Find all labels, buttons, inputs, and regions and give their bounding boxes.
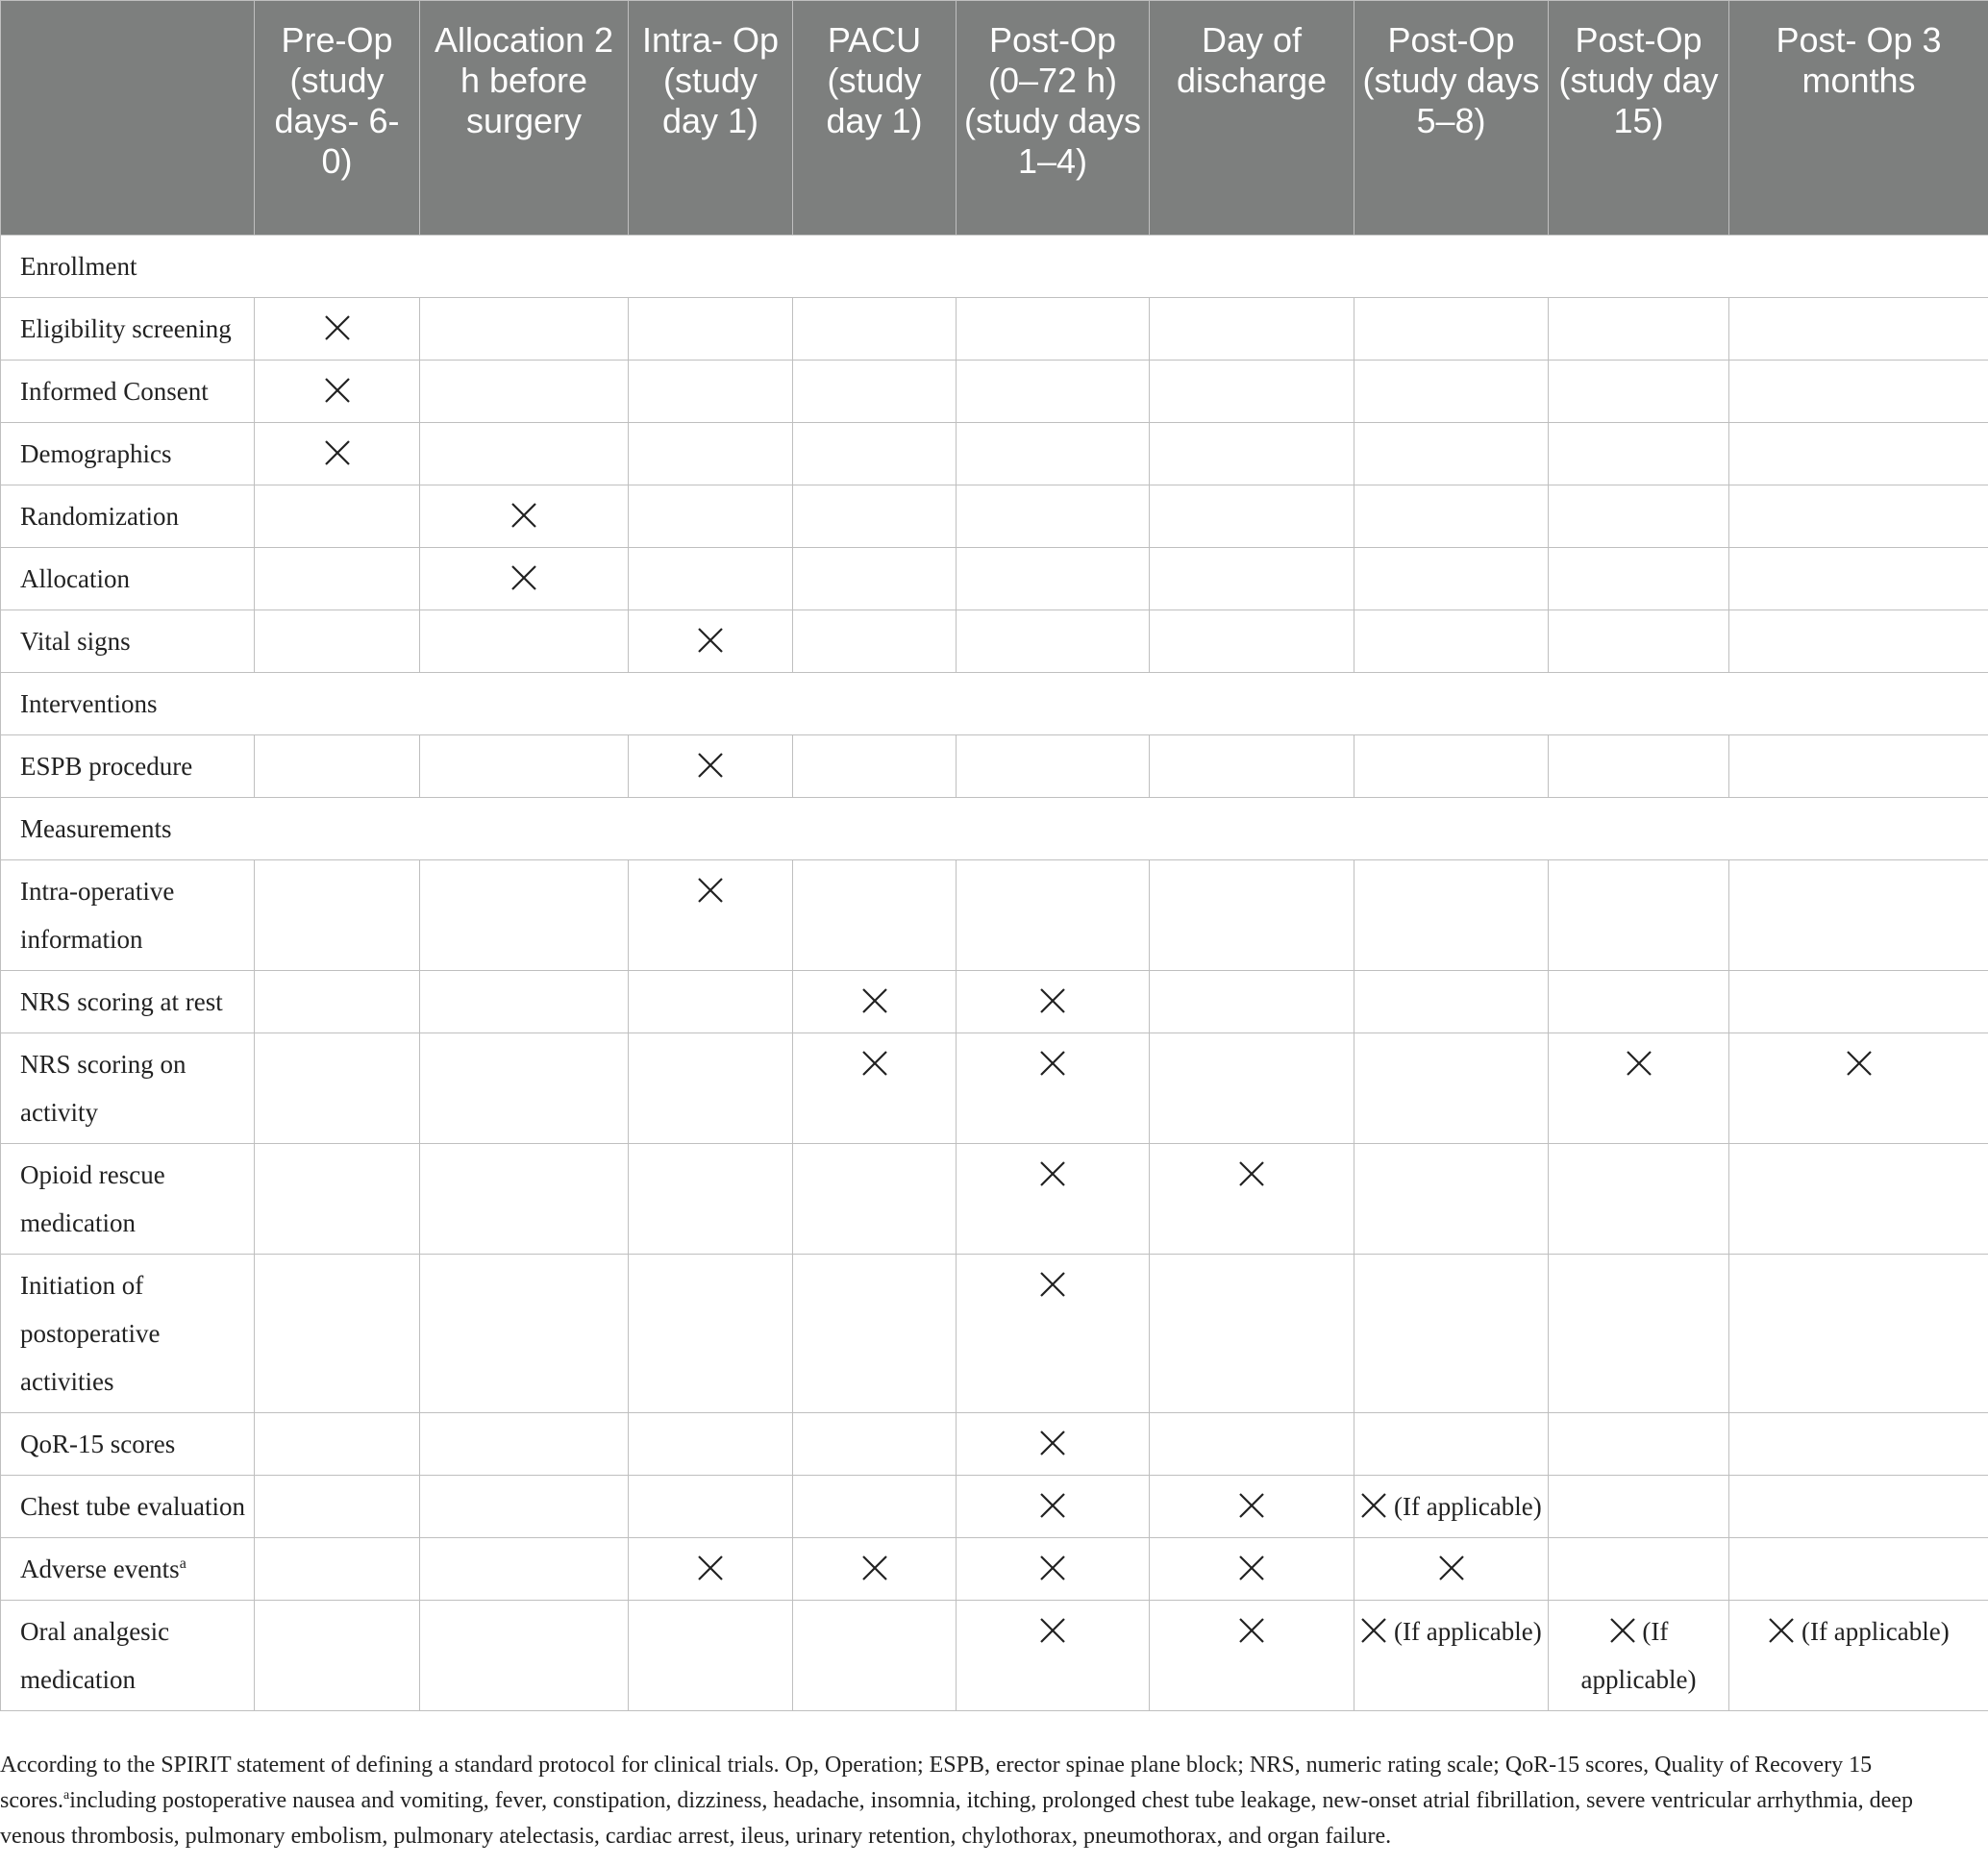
schedule-cell <box>1549 423 1729 485</box>
cross-mark-icon <box>1360 1492 1387 1519</box>
schedule-cell <box>793 1538 957 1601</box>
schedule-cell <box>1354 1413 1549 1476</box>
header-corner-cell <box>1 1 255 236</box>
row-label-text: Intra-operative information <box>20 877 175 954</box>
row-label <box>1 1033 255 1144</box>
row-label <box>1 1601 255 1711</box>
cross-mark-icon <box>1039 1555 1066 1581</box>
schedule-cell <box>420 1476 629 1538</box>
schedule-cell <box>793 423 957 485</box>
schedule-cell <box>1150 1601 1354 1711</box>
schedule-cell <box>420 1538 629 1601</box>
schedule-cell <box>1549 1255 1729 1413</box>
row-label-text: Vital signs <box>20 627 131 656</box>
column-header: Post-Op (0–72 h) (study days 1–4) <box>957 1 1150 236</box>
cross-mark-icon <box>510 564 537 591</box>
schedule-cell <box>957 1144 1150 1255</box>
cell-note: (If applicable) <box>1387 1617 1542 1646</box>
row-label <box>1 1538 255 1601</box>
row-label-text: Initiation of postoperative activities <box>20 1271 161 1396</box>
schedule-cell <box>1354 298 1549 361</box>
schedule-cell <box>629 1476 793 1538</box>
schedule-cell <box>1150 1538 1354 1601</box>
schedule-cell <box>957 610 1150 673</box>
schedule-cell <box>1729 610 1988 673</box>
cross-mark-icon <box>1238 1492 1265 1519</box>
cross-mark-icon <box>324 314 351 341</box>
schedule-cell <box>1549 735 1729 798</box>
schedule-cell <box>629 298 793 361</box>
schedule-cell <box>1729 548 1988 610</box>
cross-mark-icon <box>1238 1555 1265 1581</box>
schedule-cell <box>957 1413 1150 1476</box>
schedule-cell <box>420 610 629 673</box>
schedule-cell <box>420 971 629 1033</box>
schedule-cell <box>1354 1144 1549 1255</box>
schedule-cell <box>420 1144 629 1255</box>
section-label: Measurements <box>1 798 1988 860</box>
table-footnote <box>0 1748 1971 1854</box>
schedule-cell <box>1354 735 1549 798</box>
schedule-cell <box>1150 971 1354 1033</box>
table-row <box>1 1476 1988 1538</box>
schedule-cell <box>1354 1476 1549 1538</box>
schedule-cell <box>1150 485 1354 548</box>
row-label <box>1 735 255 798</box>
schedule-cell <box>255 1144 420 1255</box>
footnote-text: According to the SPIRIT statement of defining a standard protocol for clinical trials. Op, Operation; ESPB, erector spinae plane block; NRS, numeric rating scale; QoR-15 scores, Quality of Recovery 15 scores. <box>0 1753 1873 1813</box>
schedule-cell <box>1150 548 1354 610</box>
cross-mark-icon <box>1238 1617 1265 1644</box>
table-row <box>1 1255 1988 1413</box>
schedule-cell <box>957 298 1150 361</box>
row-label-text: Chest tube evaluation <box>20 1492 245 1521</box>
schedule-cell <box>1354 1033 1549 1144</box>
schedule-cell <box>1150 1476 1354 1538</box>
table-row <box>1 971 1988 1033</box>
schedule-cell <box>255 1413 420 1476</box>
table-row <box>1 361 1988 423</box>
schedule-cell <box>420 860 629 971</box>
schedule-cell <box>1549 361 1729 423</box>
schedule-cell <box>957 423 1150 485</box>
schedule-cell <box>793 1476 957 1538</box>
schedule-cell <box>1729 1033 1988 1144</box>
cross-mark-icon <box>697 877 724 904</box>
schedule-cell <box>1150 860 1354 971</box>
cross-mark-icon <box>1609 1617 1636 1644</box>
schedule-cell <box>1549 1413 1729 1476</box>
schedule-cell <box>1549 1144 1729 1255</box>
schedule-cell <box>957 971 1150 1033</box>
schedule-cell <box>1549 1601 1729 1711</box>
schedule-cell <box>1354 423 1549 485</box>
row-label-text: QoR-15 scores <box>20 1430 176 1458</box>
section-row <box>1 798 1988 860</box>
row-label-text: Opioid rescue medication <box>20 1160 165 1237</box>
section-label: Interventions <box>1 673 1988 735</box>
schedule-cell <box>1729 1476 1988 1538</box>
row-label-text: Allocation <box>20 564 130 593</box>
schedule-cell <box>1150 1144 1354 1255</box>
table-row <box>1 1538 1988 1601</box>
schedule-cell <box>420 735 629 798</box>
column-header: Day of discharge <box>1150 1 1354 236</box>
schedule-cell <box>629 1413 793 1476</box>
schedule-cell <box>1549 610 1729 673</box>
row-label <box>1 423 255 485</box>
row-label-text: Eligibility screening <box>20 314 232 343</box>
schedule-cell <box>957 1476 1150 1538</box>
cross-mark-icon <box>1039 1492 1066 1519</box>
schedule-cell <box>1549 860 1729 971</box>
schedule-cell <box>957 548 1150 610</box>
schedule-cell <box>1354 1255 1549 1413</box>
cross-mark-icon <box>324 377 351 404</box>
schedule-cell <box>629 610 793 673</box>
schedule-cell <box>793 485 957 548</box>
table-row <box>1 1601 1988 1711</box>
schedule-cell <box>1729 971 1988 1033</box>
footnote-adverse-events-text: including postoperative nausea and vomiting, fever, constipation, dizziness, headache, insomnia, itching, prolonged chest tube leakage, new-onset atrial fibrillation, severe ventricular arrhythmia, deep venous thrombosis, pulmonary embolism, pulmonary atelectasis, cardiac arrest, ileus, urinary retention, chylothorax, pneumothorax, and organ failure. <box>0 1788 1913 1849</box>
column-header: Post-Op (study days 5–8) <box>1354 1 1549 236</box>
column-header: Post- Op 3 months <box>1729 1 1988 236</box>
cross-mark-icon <box>697 752 724 779</box>
table-row <box>1 485 1988 548</box>
schedule-cell <box>629 1538 793 1601</box>
schedule-cell <box>1729 485 1988 548</box>
column-header: Intra- Op (study day 1) <box>629 1 793 236</box>
schedule-cell <box>957 1601 1150 1711</box>
cross-mark-icon <box>1360 1617 1387 1644</box>
schedule-cell <box>255 423 420 485</box>
cross-mark-icon <box>324 439 351 466</box>
schedule-cell <box>420 1033 629 1144</box>
schedule-cell <box>629 423 793 485</box>
row-label <box>1 548 255 610</box>
cross-mark-icon <box>1039 1271 1066 1298</box>
row-label-superscript: a <box>179 1555 186 1572</box>
cell-note: (If applicable) <box>1387 1492 1542 1521</box>
schedule-cell <box>1729 361 1988 423</box>
cross-mark-icon <box>1768 1617 1795 1644</box>
row-label-text: Informed Consent <box>20 377 209 406</box>
row-label <box>1 1476 255 1538</box>
schedule-cell <box>793 735 957 798</box>
schedule-cell <box>793 1601 957 1711</box>
schedule-cell <box>420 361 629 423</box>
row-label-text: Oral analgesic medication <box>20 1617 170 1694</box>
table-row <box>1 1033 1988 1144</box>
table-row <box>1 548 1988 610</box>
section-row <box>1 236 1988 298</box>
table-row <box>1 1144 1988 1255</box>
schedule-cell <box>1549 1033 1729 1144</box>
cross-mark-icon <box>697 627 724 654</box>
row-label-text: NRS scoring on activity <box>20 1050 186 1127</box>
schedule-cell <box>793 860 957 971</box>
schedule-cell <box>1549 1538 1729 1601</box>
schedule-cell <box>957 1538 1150 1601</box>
schedule-cell <box>957 1255 1150 1413</box>
schedule-cell <box>1354 361 1549 423</box>
schedule-cell <box>255 1033 420 1144</box>
row-label-text: Adverse events <box>20 1555 180 1583</box>
cross-mark-icon <box>1039 1050 1066 1077</box>
schedule-cell <box>1729 1413 1988 1476</box>
schedule-cell <box>1549 971 1729 1033</box>
column-header: PACU (study day 1) <box>793 1 957 236</box>
column-header: Post-Op (study day 15) <box>1549 1 1729 236</box>
schedule-cell <box>420 485 629 548</box>
schedule-cell <box>957 860 1150 971</box>
schedule-cell <box>255 548 420 610</box>
schedule-cell <box>629 361 793 423</box>
schedule-cell <box>1729 1144 1988 1255</box>
schedule-cell <box>629 1255 793 1413</box>
cell-note: (If applicable) <box>1580 1617 1697 1694</box>
row-label <box>1 485 255 548</box>
schedule-cell <box>1354 1601 1549 1711</box>
schedule-cell <box>1354 485 1549 548</box>
cross-mark-icon <box>1846 1050 1873 1077</box>
column-header: Pre-Op (study days- 6-0) <box>255 1 420 236</box>
schedule-cell <box>957 735 1150 798</box>
section-row <box>1 673 1988 735</box>
schedule-cell <box>420 1255 629 1413</box>
schedule-cell <box>1150 1255 1354 1413</box>
row-label-text: ESPB procedure <box>20 752 193 781</box>
schedule-cell <box>255 610 420 673</box>
schedule-cell <box>1549 1476 1729 1538</box>
schedule-cell <box>1150 361 1354 423</box>
schedule-cell <box>1354 860 1549 971</box>
schedule-cell <box>420 1413 629 1476</box>
schedule-cell <box>629 735 793 798</box>
schedule-cell <box>1354 971 1549 1033</box>
schedule-cell <box>1729 860 1988 971</box>
schedule-cell <box>255 1601 420 1711</box>
schedule-cell <box>629 548 793 610</box>
schedule-cell <box>793 361 957 423</box>
row-label <box>1 971 255 1033</box>
cross-mark-icon <box>1039 1430 1066 1456</box>
row-label-text: Randomization <box>20 502 179 531</box>
table-row <box>1 610 1988 673</box>
schedule-cell <box>629 1144 793 1255</box>
schedule-cell <box>255 485 420 548</box>
cross-mark-icon <box>1238 1160 1265 1187</box>
schedule-cell <box>1729 423 1988 485</box>
schedule-cell <box>1150 1033 1354 1144</box>
row-label <box>1 1144 255 1255</box>
schedule-cell <box>1150 735 1354 798</box>
header-row <box>1 1 1988 236</box>
schedule-cell <box>1729 298 1988 361</box>
table-body <box>1 236 1988 1711</box>
schedule-cell <box>793 548 957 610</box>
schedule-cell <box>1354 548 1549 610</box>
row-label-text: NRS scoring at rest <box>20 987 223 1016</box>
column-header: Allocation 2 h before surgery <box>420 1 629 236</box>
schedule-cell <box>255 735 420 798</box>
schedule-cell <box>629 971 793 1033</box>
schedule-cell <box>420 298 629 361</box>
section-label: Enrollment <box>1 236 1988 298</box>
row-label <box>1 1255 255 1413</box>
schedule-cell <box>1354 610 1549 673</box>
schedule-cell <box>1150 1413 1354 1476</box>
row-label-text: Demographics <box>20 439 172 468</box>
schedule-cell <box>1354 1538 1549 1601</box>
row-label <box>1 1413 255 1476</box>
schedule-cell <box>957 361 1150 423</box>
schedule-cell <box>629 485 793 548</box>
row-label <box>1 610 255 673</box>
schedule-cell <box>793 298 957 361</box>
schedule-cell <box>1150 610 1354 673</box>
table-row <box>1 423 1988 485</box>
schedule-cell <box>957 485 1150 548</box>
cross-mark-icon <box>510 502 537 529</box>
schedule-cell <box>629 1601 793 1711</box>
schedule-cell <box>420 1601 629 1711</box>
cross-mark-icon <box>1626 1050 1653 1077</box>
schedule-cell <box>793 1033 957 1144</box>
schedule-cell <box>957 1033 1150 1144</box>
schedule-cell <box>1729 1601 1988 1711</box>
schedule-cell <box>793 1144 957 1255</box>
cross-mark-icon <box>697 1555 724 1581</box>
row-label <box>1 361 255 423</box>
cross-mark-icon <box>861 987 888 1014</box>
schedule-cell <box>1549 548 1729 610</box>
row-label <box>1 860 255 971</box>
cross-mark-icon <box>1039 987 1066 1014</box>
schedule-cell <box>629 1033 793 1144</box>
cross-mark-icon <box>1039 1617 1066 1644</box>
cross-mark-icon <box>1438 1555 1465 1581</box>
schedule-cell <box>255 361 420 423</box>
schedule-cell <box>1549 298 1729 361</box>
table-row <box>1 860 1988 971</box>
schedule-cell <box>1729 1538 1988 1601</box>
schedule-cell <box>793 971 957 1033</box>
row-label <box>1 298 255 361</box>
table-row <box>1 1413 1988 1476</box>
schedule-cell <box>1729 1255 1988 1413</box>
schedule-cell <box>793 1255 957 1413</box>
cross-mark-icon <box>861 1555 888 1581</box>
cross-mark-icon <box>861 1050 888 1077</box>
table-header <box>1 1 1988 236</box>
table-row <box>1 735 1988 798</box>
schedule-cell <box>420 423 629 485</box>
schedule-cell <box>255 1255 420 1413</box>
schedule-cell <box>629 860 793 971</box>
schedule-cell <box>793 1413 957 1476</box>
schedule-cell <box>255 1538 420 1601</box>
footnote-superscript: a <box>62 1788 70 1803</box>
schedule-cell <box>1549 485 1729 548</box>
table-row <box>1 298 1988 361</box>
cross-mark-icon <box>1039 1160 1066 1187</box>
schedule-cell <box>793 610 957 673</box>
schedule-cell <box>1729 735 1988 798</box>
cell-note: (If applicable) <box>1795 1617 1950 1646</box>
schedule-cell <box>255 298 420 361</box>
schedule-cell <box>255 1476 420 1538</box>
schedule-cell <box>255 860 420 971</box>
schedule-cell <box>255 971 420 1033</box>
schedule-cell <box>420 548 629 610</box>
schedule-cell <box>1150 423 1354 485</box>
schedule-cell <box>1150 298 1354 361</box>
